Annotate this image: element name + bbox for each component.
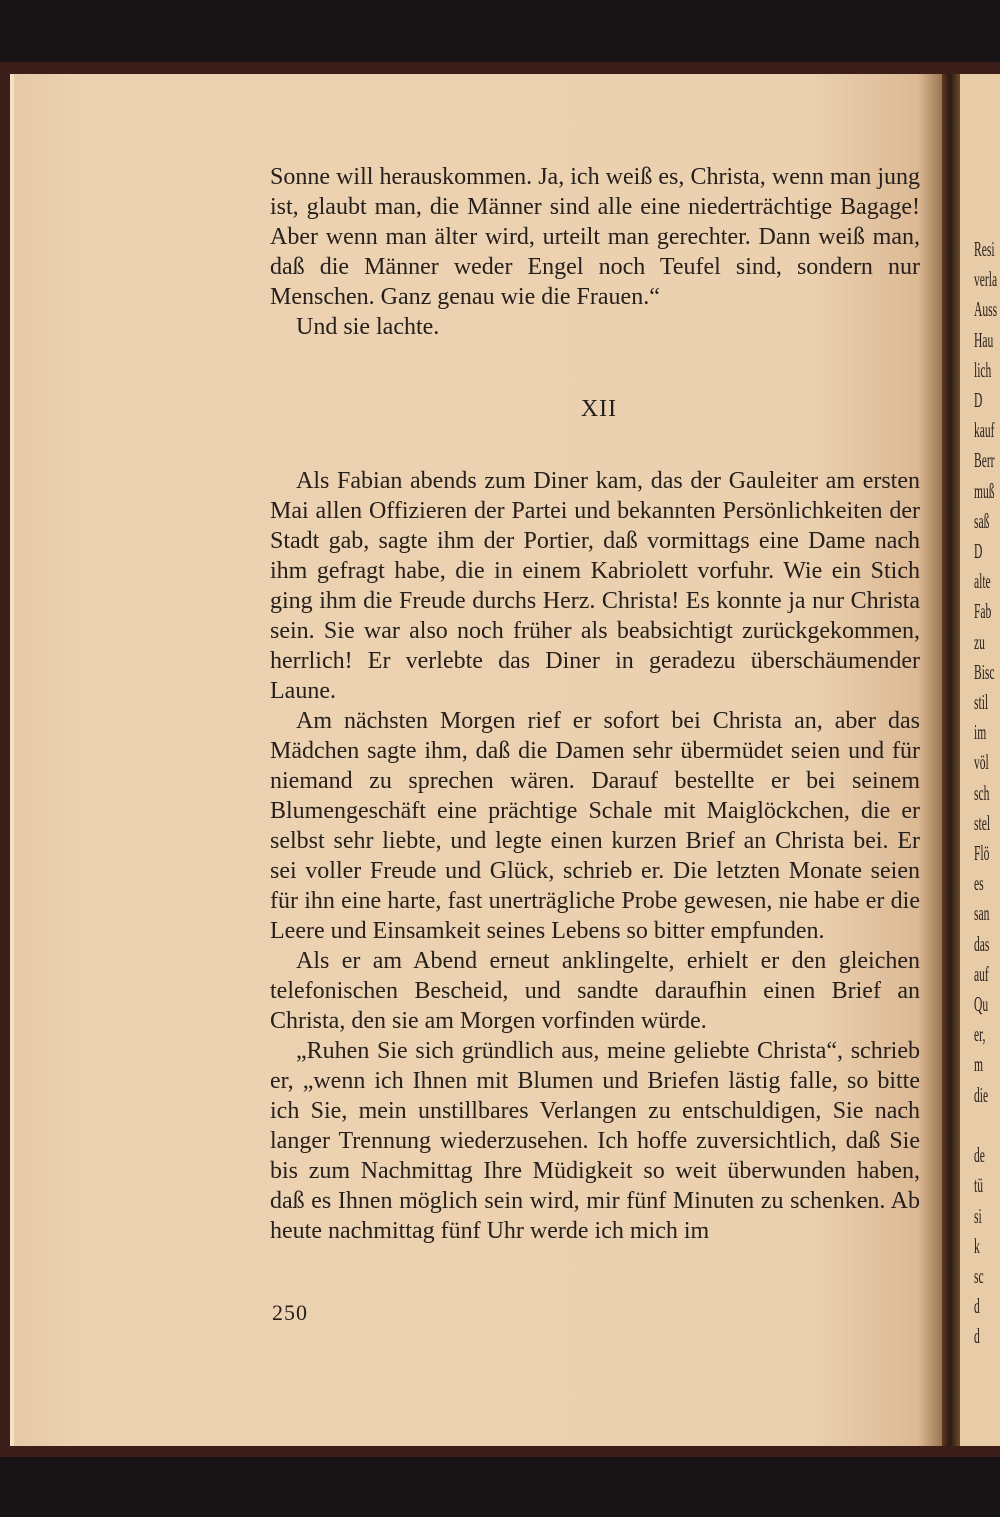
fragment: Qu — [974, 992, 989, 1017]
fragment: tü — [974, 1173, 983, 1198]
fragment: es — [974, 871, 984, 896]
fragment: er, — [974, 1022, 986, 1047]
paragraph: Am nächsten Morgen rief er sofort bei Christa an, aber das Mädchen sagte ihm, daß die Damen sehr übermüdet seien und für niemand zu sprechen wären. Darauf bestellte er bei seinem Blumengeschäft eine prächtige Schale mit Maiglöckchen, die er selbst sehr liebte, und legte einen kurzen Brief an Christa bei. Er sei voller Freude und Glück, schrieb er. Die letzten Monate seien für ihn eine harte, fast unerträgliche Probe gewesen, nie habe er die Leere und Einsamkeit seines Lebens so bitter empfunden. — [270, 708, 920, 944]
fragment: kauf — [974, 418, 995, 443]
chapter-heading: XII — [580, 396, 618, 422]
fragment: völ — [974, 750, 989, 775]
book-gutter — [942, 74, 960, 1446]
fragment: stel — [974, 810, 991, 835]
fragment: zu — [974, 629, 985, 654]
paragraph: Sonne will herauskommen. Ja, ich weiß es, Christa, wenn man jung ist, glaubt man, die Männer sind alle eine niederträchtige Bagage! Aber wenn man älter wird, urteilt man gerechter. Dann weiß man, daß die Männer weder Engel noch Teufel sind, sondern nur Menschen. Ganz genau wie die Frauen.“ — [270, 164, 920, 310]
fragment: auf — [974, 961, 989, 986]
fragment: alte — [974, 569, 991, 594]
next-page-edge — [960, 74, 1000, 1446]
fragment: stil — [974, 690, 989, 715]
fragment: muß — [974, 478, 995, 503]
paragraph: „Ruhen Sie sich gründlich aus, meine geliebte Christa“, schrieb er, „wenn ich Ihnen mit Blumen und Briefen lästig falle, so bitte ich Sie, mein unstillbares Verlangen zu entschuldigen, Sie nach langer Trennung wiederzusehen. Ich hoffe zuversichtlich, daß Sie bis zum Nachmittag Ihre Müdigkeit so weit überwunden haben, daß es Ihnen möglich sein wird, mir fünf Minuten zu schenken. Ab heute nachmittag fünf Uhr werde ich mich im — [270, 1038, 920, 1244]
fragment: die — [974, 1082, 989, 1107]
fragment: m — [974, 1052, 983, 1077]
next-page-fragments — [974, 234, 997, 1352]
fragment: verla — [974, 267, 998, 292]
fragment: k — [974, 1233, 980, 1258]
fragment: san — [974, 901, 990, 926]
fragment: Flö — [974, 841, 990, 866]
fragment: Fab — [974, 599, 992, 624]
fragment: D — [974, 388, 983, 413]
paragraph: Als er am Abend erneut anklingelte, erhielt er den gleichen telefonischen Bescheid, und sandte daraufhin einen Brief an Christa, den sie am Morgen vorfinden würde. — [270, 948, 920, 1034]
fragment: de — [974, 1143, 985, 1168]
fragment: sc — [974, 1263, 984, 1288]
page-text — [270, 162, 920, 1246]
fragment: d — [974, 1294, 980, 1319]
page-number: 250 — [272, 1300, 308, 1325]
fragment: sch — [974, 780, 990, 805]
fragment: Bisc — [974, 659, 995, 684]
fragment: D — [974, 539, 983, 564]
fragment: Hau — [974, 327, 994, 352]
fragment: das — [974, 931, 990, 956]
fragment: Berr — [974, 448, 995, 473]
fragment — [974, 1110, 997, 1140]
page-edge — [10, 74, 14, 1446]
fragment: Resi — [974, 237, 995, 261]
paragraph: Als Fabian abends zum Diner kam, das der Gauleiter am ersten Mai allen Offizieren der Partei und bekannten Persönlichkeiten der Stadt gab, sagte ihm der Portier, daß vormittags eine Dame nach ihm gefragt habe, die in einem Kabriolett vorfuhr. Wie ein Stich ging ihm die Freude durchs Herz. Christa! Es konnte ja nur Christa sein. Sie war also noch früher als beabsichtigt zurückgekommen, herrlich! Er verlebte das Diner in geradezu überschäumender Laune. — [270, 468, 920, 704]
fragment: im — [974, 720, 987, 745]
fragment: Auss — [974, 297, 998, 322]
fragment: saß — [974, 508, 990, 533]
fragment: si — [974, 1203, 982, 1228]
fragment: lich — [974, 357, 992, 382]
fragment: d — [974, 1324, 980, 1349]
paragraph: Und sie lachte. — [296, 314, 440, 340]
